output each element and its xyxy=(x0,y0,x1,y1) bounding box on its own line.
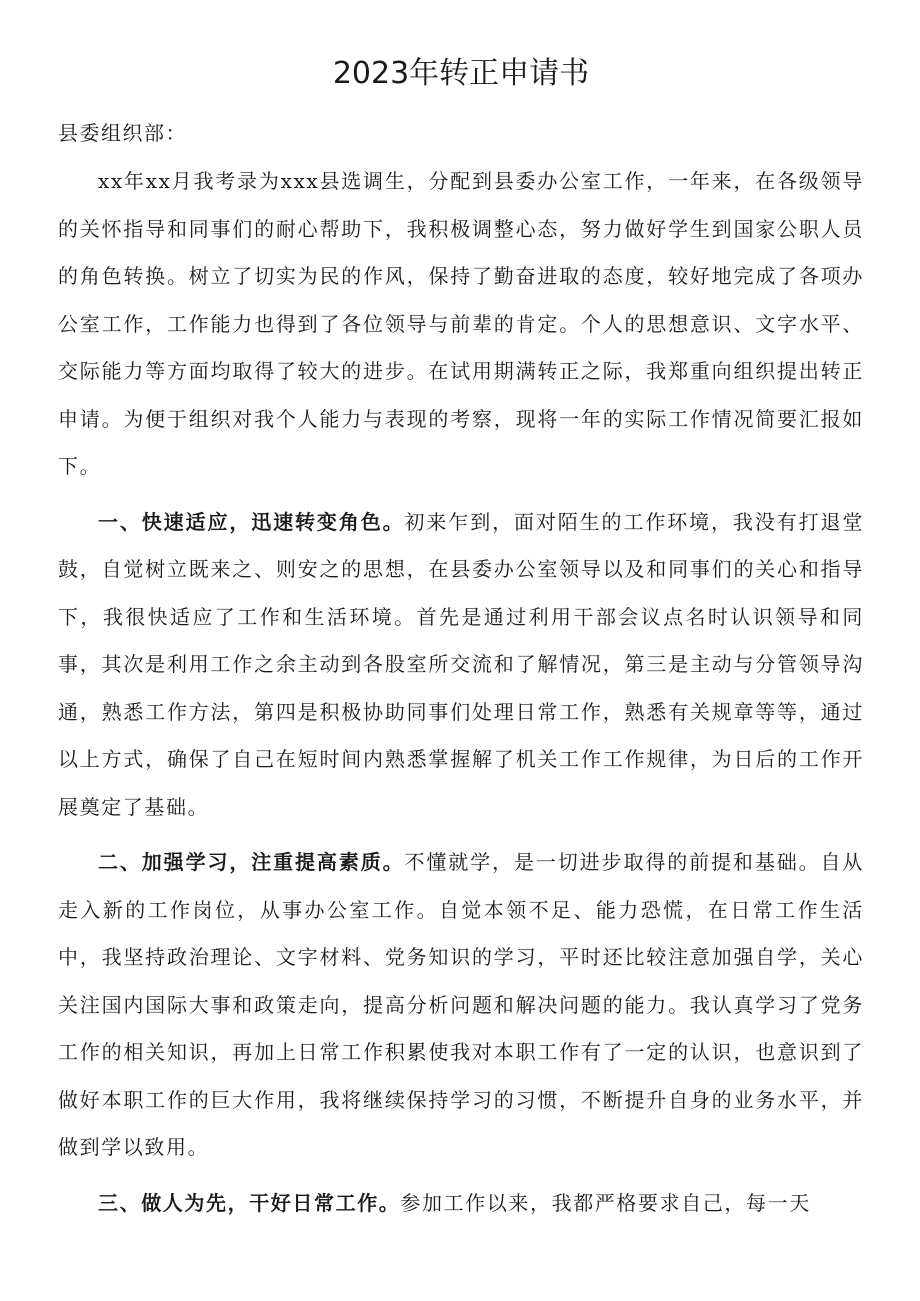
document-page xyxy=(58,0,864,1301)
section-heading-study: 二、加强学习，注重提高素质。 xyxy=(98,850,405,874)
paragraph-intro xyxy=(58,158,864,491)
paragraph-section-2 xyxy=(58,839,864,1172)
paragraph-text: xx年xx月我考录为xxx县选调生，分配到县委办公室工作，一年来，在各级领导的关怀指导和同事们的耐心帮助下，我积极调整心态，努力做好学生到国家公职人员的角色转换。树立了切实为民的作风，保持了勤奋进取的态度，较好地完成了各项办公室工作，工作能力也得到了各位领导与前辈的肯定。个人的思想意识、文字水平、交际能力等方面均取得了较大的进步。在试用期满转正之际，我郑重向组织提出转正申请。为便于组织对我个人能力与表现的考察，现将一年的实际工作情况简要汇报如下。 xyxy=(58,169,864,478)
salutation: 县委组织部： xyxy=(58,121,187,145)
paragraph-text: 不懂就学，是一切进步取得的前提和基础。自从走入新的工作岗位，从事办公室工作。自觉本领不足、能力恐慌，在日常工作生活中，我坚持政治理论、文字材料、党务知识的学习，平时还比较注意加强自学，关心关注国内国际大事和政策走向，提高分析问题和解决问题的能力。我认真学习了党务工作的相关知识，再加上日常工作积累使我对本职工作有了一定的认识，也意识到了做好本职工作的巨大作用，我将继续保持学习的习惯，不断提升自身的业务水平，并做到学以致用。 xyxy=(58,850,864,1159)
document-title: 2023年转正申请书 xyxy=(332,56,590,91)
document-body xyxy=(58,158,864,1235)
paragraph-section-1 xyxy=(58,499,864,832)
section-heading-adapt: 一、快速适应，迅速转变角色。 xyxy=(98,509,405,534)
paragraph-text: 参加工作以来，我都严格要求自己，每一天 xyxy=(400,1190,811,1215)
section-heading-conduct: 三、做人为先，干好日常工作。 xyxy=(98,1190,401,1215)
paragraph-text: 初来乍到，面对陌生的工作环境，我没有打退堂鼓，自觉树立既来之、则安之的思想，在县委办公室领导以及和同事们的关心和指导下，我很快适应了工作和生活环境。首先是通过利用干部会议点名时认识领导和同事，其次是利用工作之余主动到各股室所交流和了解情况，第三是主动与分管领导沟通，熟悉工作方法，第四是积极协助同事们处理日常工作，熟悉有关规章等等，通过以上方式，确保了自己在短时间内熟悉掌握解了机关工作工作规律，为日后的工作开展奠定了基础。 xyxy=(58,509,864,819)
paragraph-section-3 xyxy=(58,1180,864,1228)
